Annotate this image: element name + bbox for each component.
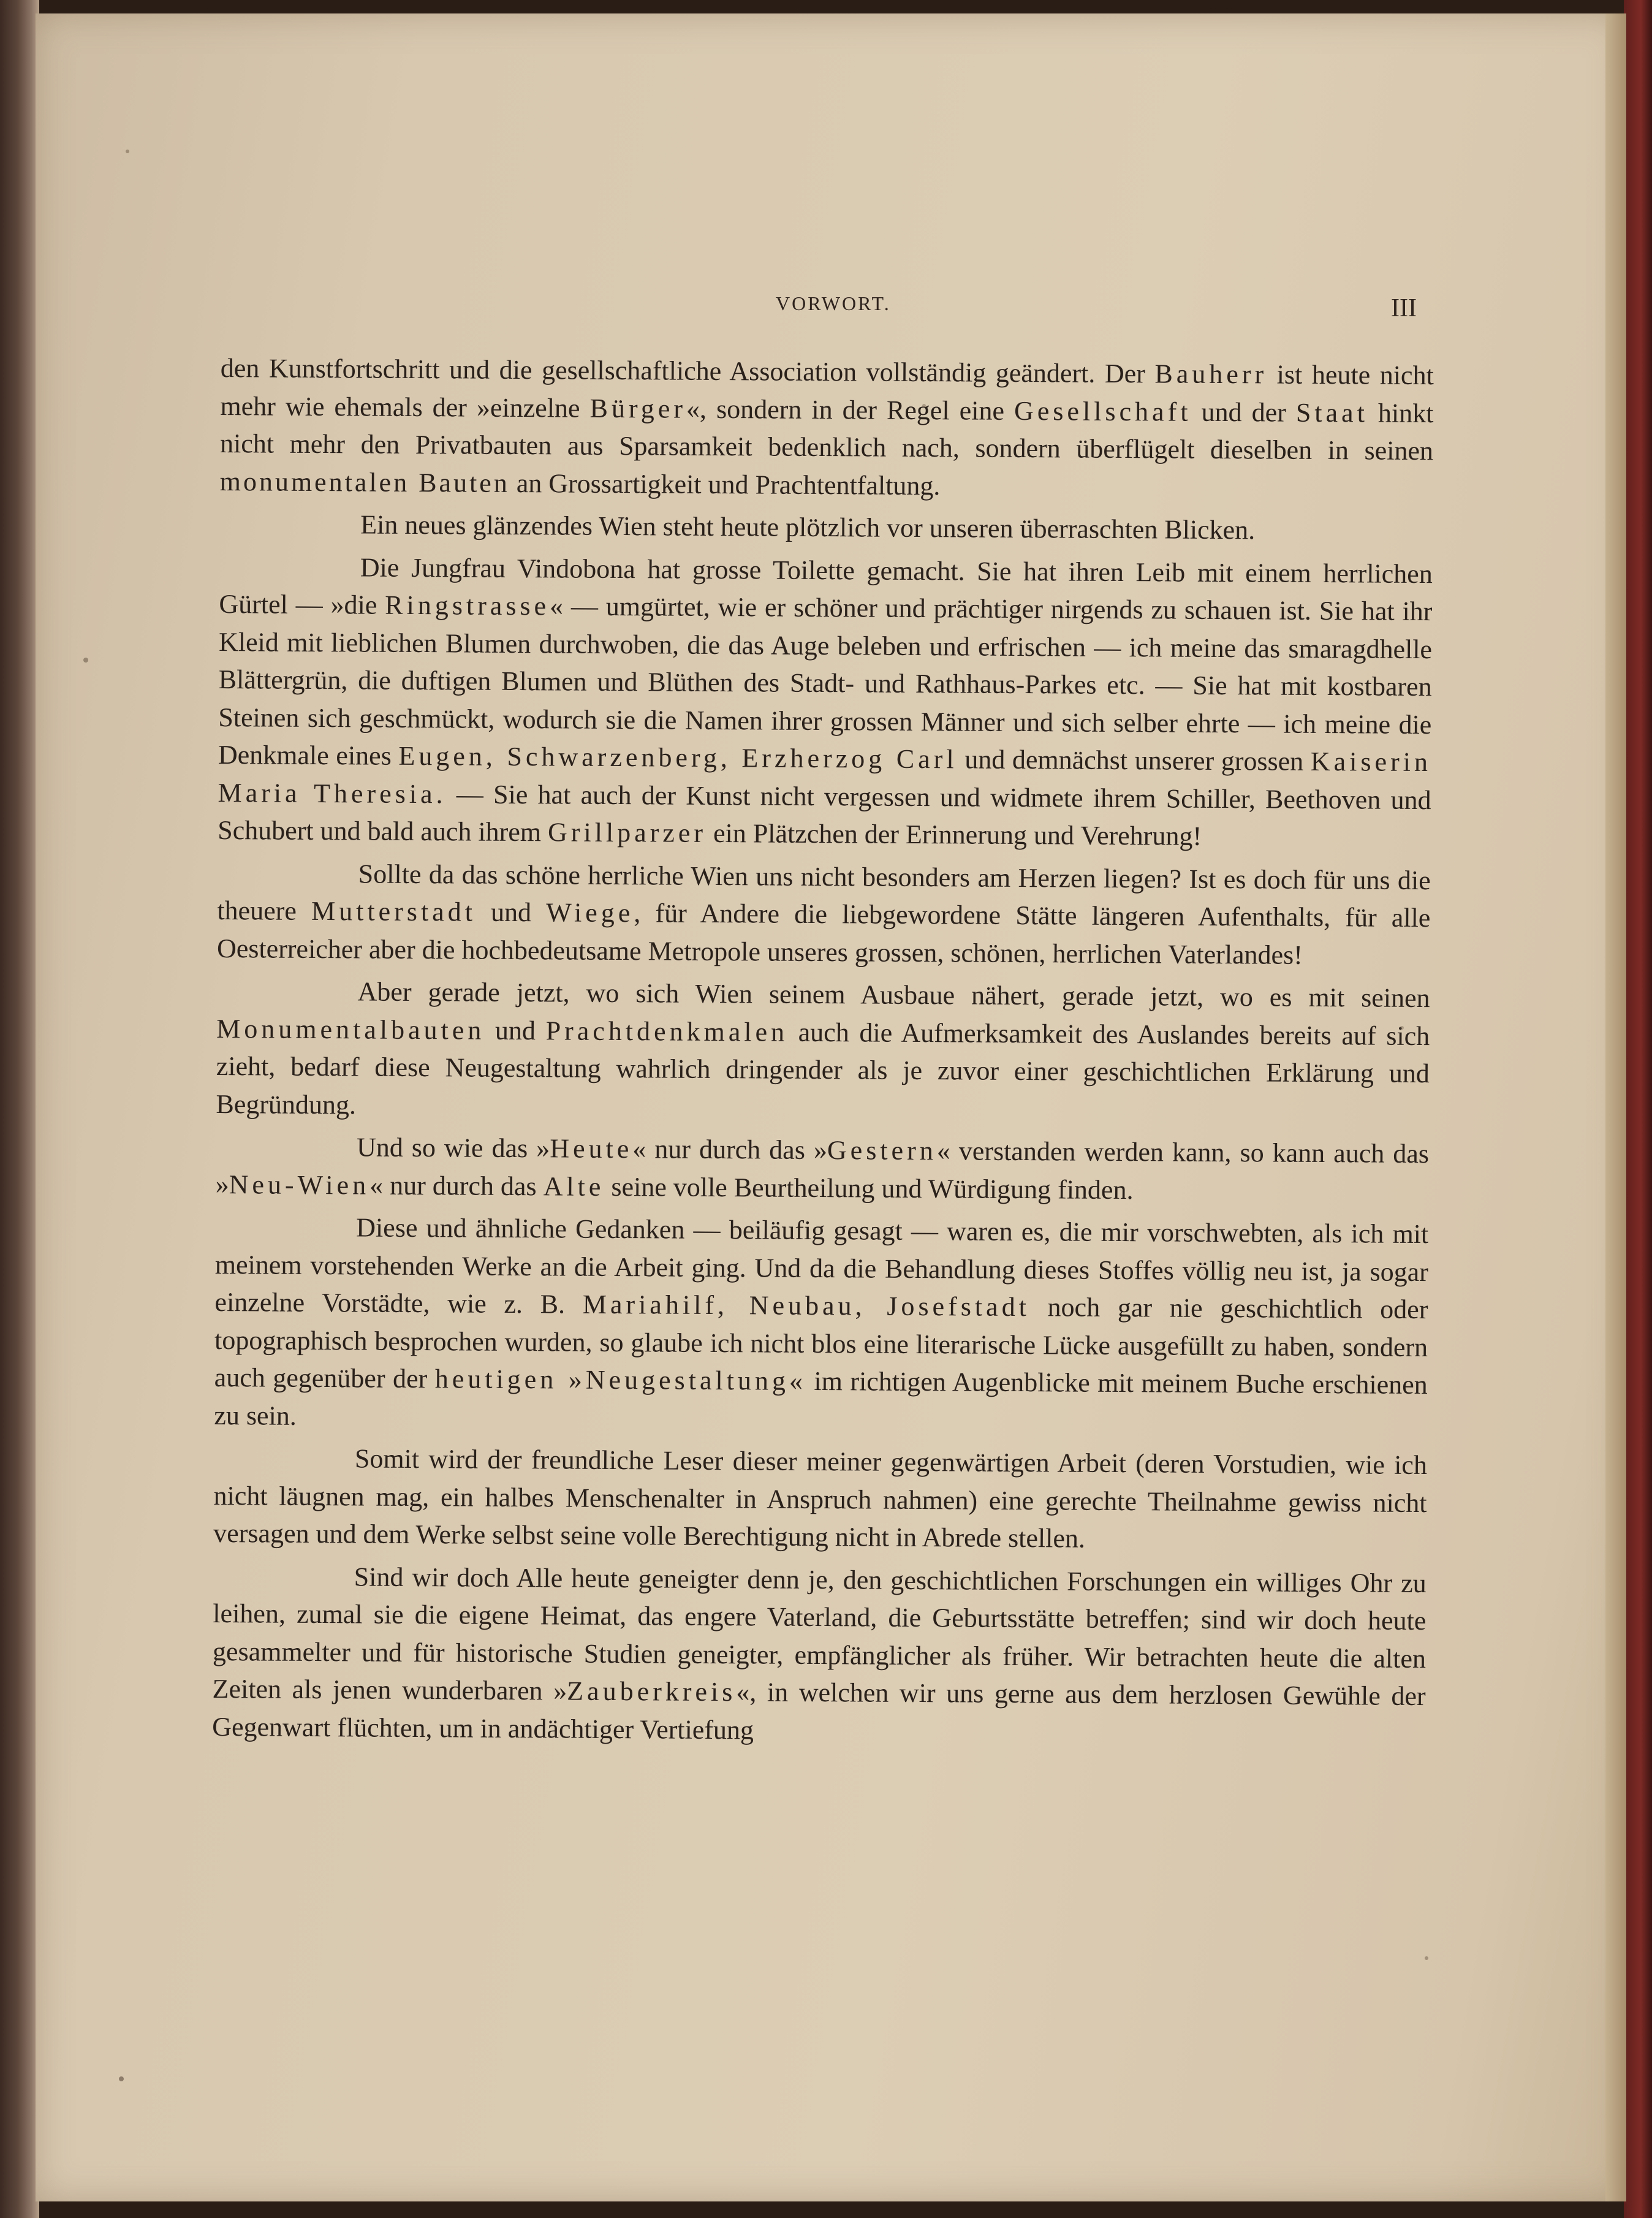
- paragraph: Ein neues glänzendes Wien steht heute plötzlich vor unseren überraschten Blicken.: [360, 509, 1256, 545]
- running-head: [36, 292, 1626, 329]
- body-text: [212, 349, 1434, 1758]
- paper-page: [36, 13, 1626, 2201]
- paragraph: den Kunstfortschritt und die gesellschaftliche Association vollständig geändert. Der Bauherr ist heute nicht mehr wie ehemals der »einzelne Bürger«, sondern in der Regel eine Gesellschaft und der Staat hinkt nicht mehr den Privatbauten aus Sparsamkeit bedenklich nach, sondern überflügelt dieselben in seinen monumentalen Bauten an Grossartigkeit und Prachtentfaltung.: [219, 352, 1434, 501]
- paragraph: Sollte da das schöne herrliche Wien uns nicht besonders am Herzen liegen? Ist es doch für uns die theuere Mutterstadt und Wiege, für Andere die liebgewordene Stätte längeren Aufenthalts, für alle Oesterreicher aber die hochbedeutsame Metropole unseres grossen, schönen, herrlichen Vaterlandes!: [216, 858, 1431, 970]
- paper-speck: [126, 150, 129, 153]
- book-spine-edge: [0, 0, 39, 2218]
- paper-speck: [1425, 1956, 1428, 1960]
- page-fore-edge: [1605, 13, 1626, 2201]
- paragraph: Die Jungfrau Vindobona hat grosse Toilette gemacht. Sie hat ihren Leib mit einem herrlichen Gürtel — »die Ringstrasse« — umgürtet, wie er schöner und prächtiger nirgends zu schauen ist. Sie hat ihr Kleid mit lieblichen Blumen durchwoben, die das Auge beleben und erfrischen — ich meine das smaragdhelle Blättergrün, die duftigen Blumen und Blüthen des Stadt- und Rathhaus-Parkes etc. — Sie hat mit kostbaren Steinen sich geschmückt, wodurch sie die Namen ihrer grossen Männer und sich selber ehrte — ich meine die Denkmale eines Eugen, Schwarzenberg, Erzherzog Carl und demnächst unserer grossen Kaiserin Maria Theresia. — Sie hat auch der Kunst nicht vergessen und widmete ihrem Schiller, Beethoven und Schubert und bald auch ihrem Grillparzer ein Plätzchen der Erinnerung und Verehrung!: [218, 552, 1433, 851]
- running-head-title: VORWORT.: [776, 292, 891, 314]
- paragraph: Und so wie das »Heute« nur durch das »Gestern« verstanden werden kann, so kann auch das »Neu-Wien« nur durch das Alte seine volle Beurtheilung und Würdigung finden.: [215, 1132, 1430, 1205]
- book-cover-edge: [1624, 0, 1652, 2218]
- paper-speck: [119, 2076, 124, 2081]
- paper-speck: [83, 658, 88, 663]
- paragraph: Aber gerade jetzt, wo sich Wien seinem Ausbaue nähert, gerade jetzt, wo es mit seinen Monumentalbauten und Prachtdenkmalen auch die Aufmerksamkeit des Auslandes bereits auf sich zieht, bedarf diese Neugestaltung wahrlich dringender als je zuvor einer geschichtlichen Erklärung und Begründung.: [216, 976, 1430, 1120]
- paragraph: Sind wir doch Alle heute geneigter denn je, den geschichtlichen Forschungen ein williges Ohr zu leihen, zumal sie die eigene Heimat, das engere Vaterland, die Geburtsstätte betreffen; sind wir doch heute gesammelter und für historische Studien geneigter, empfänglicher als früher. Wir betrachten heute die alten Zeiten als jenen wunderbaren »Zauberkreis«, in welchen wir uns gerne aus dem herzlosen Gewühle der Gegenwart flüchten, um in andächtiger Vertiefung: [212, 1561, 1427, 1745]
- paragraph: Diese und ähnliche Gedanken — beiläufig gesagt — waren es, die mir vorschwebten, als ich mit meinem vorstehenden Werke an die Arbeit ging. Und da die Behandlung dieses Stoffes völlig neu ist, ja sogar einzelne Vorstädte, wie z. B. Mariahilf, Neubau, Josefstadt noch gar nie geschichtlich oder topographisch besprochen wurden, so glaube ich nicht blos eine literarische Lücke ausgefüllt zu haben, sondern auch gegenüber der heutigen »Neugestaltung« im richtigen Augenblicke mit meinem Buche erschienen zu sein.: [214, 1212, 1429, 1431]
- page-number: III: [1391, 294, 1417, 322]
- paragraph: Somit wird der freundliche Leser dieser meiner gegenwärtigen Arbeit (deren Vorstudien, wie ich nicht läugnen mag, ein halbes Menschenalter in Anspruch nahmen) eine gerechte Theilnahme gewiss nicht versagen und dem Werke selbst seine volle Berechtigung nicht in Abrede stellen.: [213, 1443, 1428, 1554]
